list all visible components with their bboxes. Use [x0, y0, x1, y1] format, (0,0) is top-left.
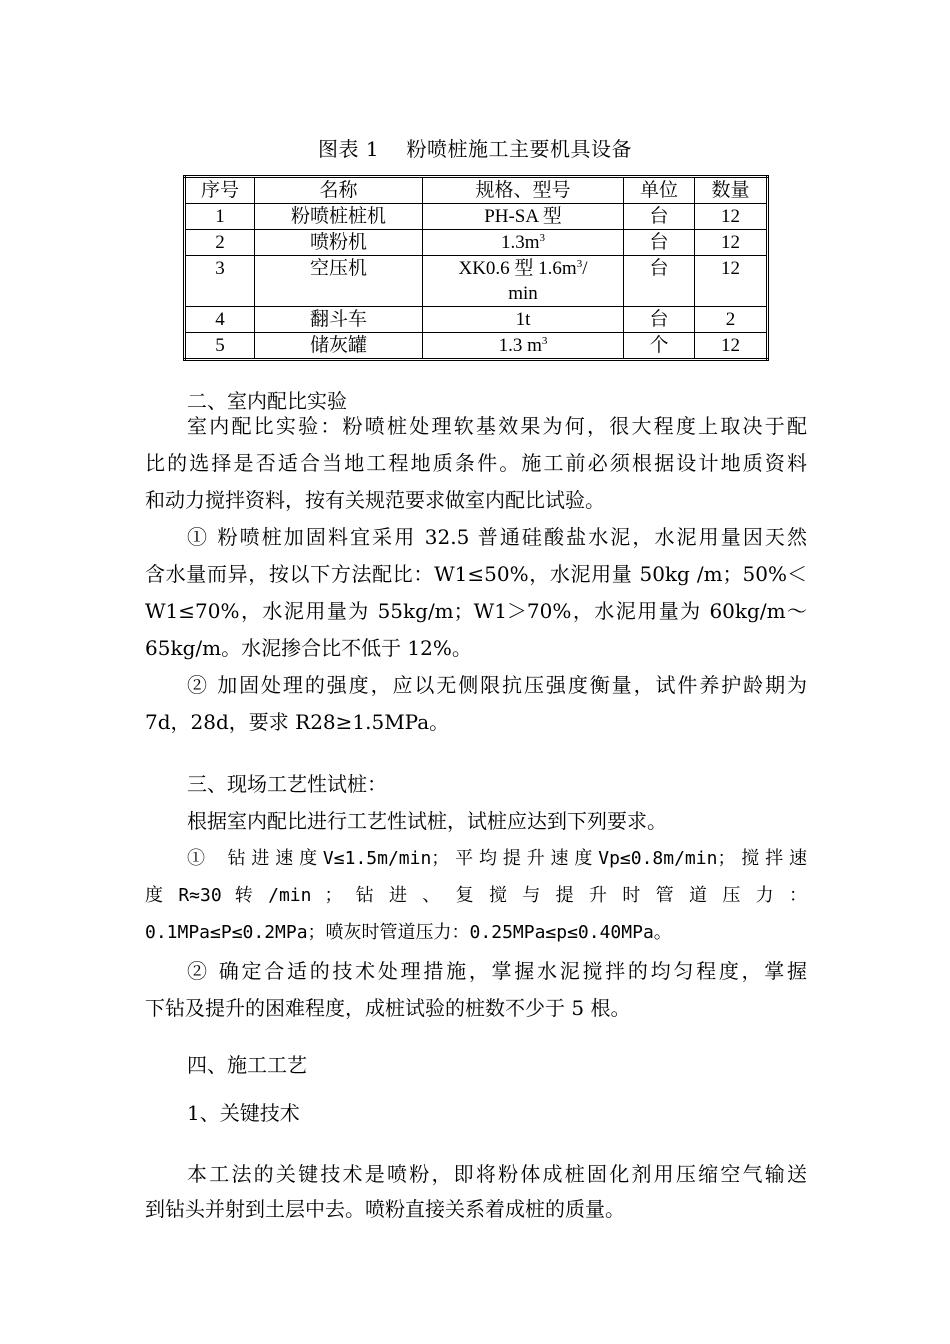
section2-paragraph2-line: 含水量而异，按以下方法配比：W1≤50%，水泥用量 50kg /m；50%＜	[145, 562, 807, 586]
cell-spec	[423, 333, 624, 360]
equipment-table	[183, 175, 769, 361]
table-row	[185, 230, 768, 256]
header-spec: 规格、型号	[423, 177, 624, 204]
section4-heading: 四、施工工艺	[187, 1053, 307, 1077]
cell-spec	[423, 230, 624, 256]
cell-unit: 个	[624, 333, 695, 360]
section2-paragraph1-line: 比的选择是否适合当地工程地质条件。施工前必须根据设计地质资料	[145, 451, 807, 475]
cell-spec	[423, 307, 624, 333]
cell-qty: 12	[695, 204, 768, 230]
section3-paragraph2-line: 0.1MPa≤P≤0.2MPa；喷灰时管道压力：0.25MPa≤p≤0.40MPa。	[145, 922, 672, 943]
spec-superscript: 3	[539, 232, 546, 244]
cell-no: 5	[185, 333, 255, 360]
section3-paragraph2-line: ① 钻进速度V≤1.5m/min；平均提升速度Vp≤0.8m/min；搅拌速	[187, 848, 807, 869]
cell-spec	[423, 256, 624, 307]
section3-paragraph1: 根据室内配比进行工艺性试桩，试桩应达到下列要求。	[187, 809, 667, 833]
section2-paragraph2-line: ① 粉喷桩加固料宜采用 32.5 普通硅酸盐水泥，水泥用量因天然	[187, 525, 807, 549]
spec-text: XK0.6 型 1.6m	[458, 258, 577, 279]
section3-paragraph3-line: 下钻及提升的困难程度，成桩试验的桩数不少于 5 根。	[145, 996, 631, 1020]
header-qty: 数量	[695, 177, 768, 204]
cell-no: 3	[185, 256, 255, 307]
header-unit: 单位	[624, 177, 695, 204]
cell-name: 喷粉机	[255, 230, 423, 256]
section4-subheading: 1、关键技术	[187, 1101, 300, 1125]
section3-paragraph2-line: 度 R≈30 转 /min ； 钻 进 、 复 搅 与 提 升 时 管 道 压 力 ：	[145, 885, 807, 906]
table-row	[185, 307, 768, 333]
spec-text-line2: min	[508, 283, 538, 304]
table-caption: 图表 1 粉喷桩施工主要机具设备	[317, 137, 632, 161]
cell-unit: 台	[624, 307, 695, 333]
table-row	[185, 204, 768, 230]
section2-paragraph1-line: 室内配比实验：粉喷桩处理软基效果为何，很大程度上取决于配	[187, 414, 807, 438]
section2-paragraph2-line: 65kg/m。水泥掺合比不低于 12%。	[145, 636, 472, 660]
spec-text: PH-SA 型	[484, 206, 562, 227]
table-header-row	[185, 177, 768, 204]
cell-spec	[423, 204, 624, 230]
section4-paragraph1-line: 到钻头并射到土层中去。喷粉直接关系着成桩的质量。	[145, 1197, 625, 1221]
cell-qty: 12	[695, 256, 768, 307]
spec-superscript: 3	[541, 335, 548, 347]
section2-paragraph1-line: 和动力搅拌资料，按有关规范要求做室内配比试验。	[145, 488, 605, 512]
cell-name: 储灰罐	[255, 333, 423, 360]
cell-name: 粉喷桩桩机	[255, 204, 423, 230]
cell-unit: 台	[624, 204, 695, 230]
cell-name: 空压机	[255, 256, 423, 307]
cell-qty: 12	[695, 230, 768, 256]
cell-unit: 台	[624, 230, 695, 256]
spec-text: 1t	[515, 309, 531, 330]
spec-text: 1.3 m	[498, 335, 542, 356]
cell-name: 翻斗车	[255, 307, 423, 333]
cell-no: 1	[185, 204, 255, 230]
cell-no: 4	[185, 307, 255, 333]
spec-tail: /	[582, 258, 588, 279]
spec-text: 1.3m	[500, 232, 540, 253]
header-no: 序号	[185, 177, 255, 204]
section2-heading: 二、室内配比实验	[187, 389, 347, 413]
cell-no: 2	[185, 230, 255, 256]
header-name: 名称	[255, 177, 423, 204]
table-row	[185, 333, 768, 360]
section3-paragraph3-line: ② 确定合适的技术处理措施，掌握水泥搅拌的均匀程度，掌握	[187, 959, 807, 983]
section2-paragraph3-line: ② 加固处理的强度，应以无侧限抗压强度衡量，试件养护龄期为	[187, 673, 807, 697]
spec-superscript: 3	[576, 258, 583, 270]
section4-paragraph1-line: 本工法的关键技术是喷粉，即将粉体成桩固化剂用压缩空气输送	[187, 1162, 807, 1186]
cell-qty: 2	[695, 307, 768, 333]
cell-qty: 12	[695, 333, 768, 360]
cell-unit: 台	[624, 256, 695, 307]
section2-paragraph3-line: 7d，28d，要求 R28≥1.5MPa。	[145, 710, 450, 734]
table-row	[185, 256, 768, 307]
section2-paragraph2-line: W1≤70%，水泥用量为 55kg/m；W1＞70%，水泥用量为 60kg/m～	[145, 599, 807, 623]
section3-heading: 三、现场工艺性试桩：	[187, 772, 387, 796]
